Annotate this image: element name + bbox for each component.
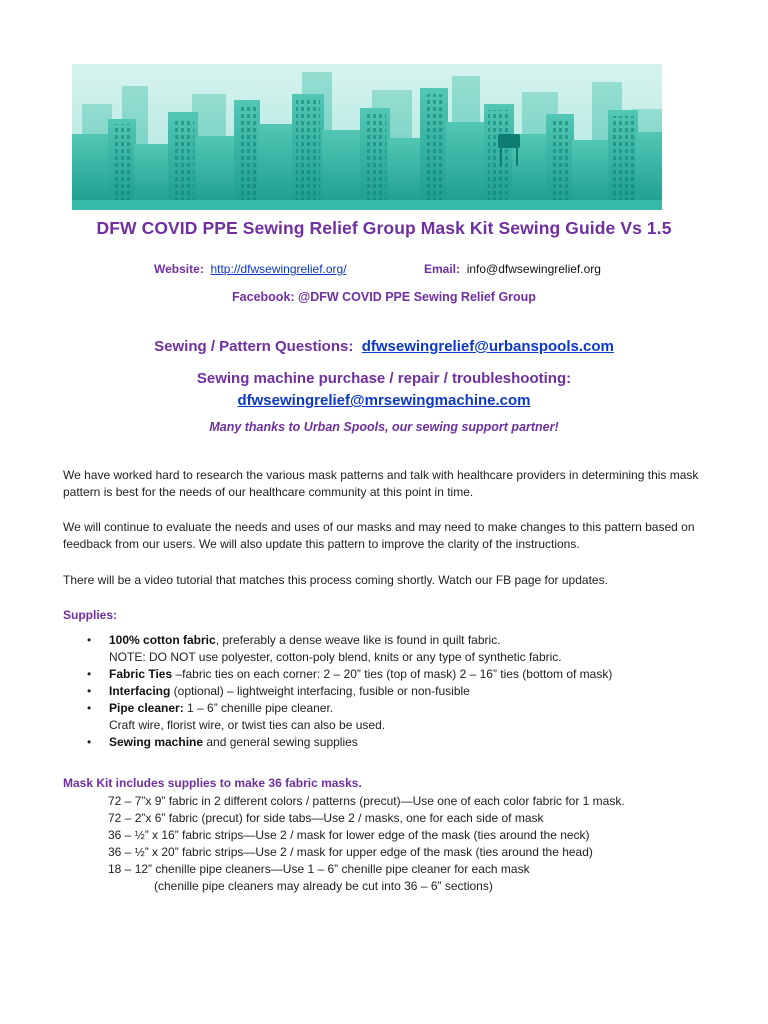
machine-support-email-link[interactable]: dfwsewingrelief@mrsewingmachine.com bbox=[237, 392, 531, 409]
sewing-questions-label: Sewing / Pattern Questions: bbox=[154, 338, 354, 355]
paragraph-1: We have worked hard to research the various mask patterns and talk with healthcare providers in determining this mask pattern is best for the needs of our healthcare community at this point in time. bbox=[63, 468, 699, 499]
supplies-list bbox=[63, 632, 723, 751]
bullet-icon: • bbox=[87, 684, 92, 698]
machine-support-label: Sewing machine purchase / repair / troubleshooting: bbox=[196, 370, 572, 387]
paragraph-2: We will continue to evaluate the needs and uses of our masks and may need to make changes to this pattern based on feedback from our users. We will also update this pattern to improve the clarity of the instructions. bbox=[63, 520, 695, 551]
website-link[interactable]: http://dfwsewingrelief.org/ bbox=[210, 262, 347, 276]
list-item bbox=[63, 632, 723, 649]
list-item: 72 – 2”x 6” fabric (precut) for side tabs—Use 2 / masks, one for each side of mask bbox=[108, 811, 544, 825]
list-item: 72 – 7”x 9” fabric in 2 different colors / patterns (precut)—Use one of each color fabric for 1 mask. bbox=[108, 794, 625, 808]
list-item: 18 – 12” chenille pipe cleaners—Use 1 – 6” chenille pipe cleaner for each mask bbox=[108, 862, 530, 876]
sewing-questions-email-link[interactable]: dfwsewingrelief@urbanspools.com bbox=[361, 338, 614, 355]
supply-desc: (optional) – lightweight interfacing, fusible or non-fusible bbox=[170, 684, 470, 698]
supply-note: Craft wire, florist wire, or twist ties can also be used. bbox=[109, 718, 386, 732]
supply-desc: , preferably a dense weave like is found in quilt fabric. bbox=[215, 633, 501, 647]
supply-name: Fabric Ties bbox=[109, 667, 173, 681]
supply-name: Sewing machine bbox=[109, 735, 204, 749]
email-label: Email: bbox=[424, 262, 461, 276]
bullet-icon: • bbox=[87, 633, 92, 647]
kit-note: (chenille pipe cleaners may already be cut into 36 – 6” sections) bbox=[154, 879, 493, 893]
email-block bbox=[424, 262, 601, 276]
thanks-line: Many thanks to Urban Spools, our sewing support partner! bbox=[209, 420, 559, 434]
machine-support-block bbox=[0, 368, 768, 412]
supply-name: Interfacing bbox=[109, 684, 171, 698]
bullet-icon: • bbox=[87, 667, 92, 681]
list-item bbox=[63, 700, 723, 717]
list-item: 36 – ½” x 20” fabric strips—Use 2 / mask for upper edge of the mask (ties around the head) bbox=[108, 845, 593, 859]
list-item bbox=[63, 683, 723, 700]
kit-heading: Mask Kit includes supplies to make 36 fabric masks. bbox=[63, 776, 362, 790]
website-label: Website: bbox=[154, 262, 204, 276]
supply-note: NOTE: DO NOT use polyester, cotton-poly blend, knits or any type of synthetic fabric. bbox=[109, 650, 562, 664]
facebook-line: Facebook: @DFW COVID PPE Sewing Relief Group bbox=[232, 290, 536, 304]
sewing-questions-line bbox=[0, 338, 768, 355]
website-block bbox=[154, 262, 347, 276]
bullet-icon: • bbox=[87, 701, 92, 715]
paragraph-3: There will be a video tutorial that matches this process coming shortly. Watch our FB page for updates. bbox=[63, 573, 608, 587]
city-skyline-banner bbox=[72, 64, 662, 210]
supply-desc: 1 – 6” chenille pipe cleaner. bbox=[183, 701, 334, 715]
supply-name: 100% cotton fabric bbox=[109, 633, 216, 647]
supply-desc: and general sewing supplies bbox=[203, 735, 358, 749]
kit-list bbox=[108, 793, 728, 895]
list-item bbox=[63, 734, 723, 751]
supply-desc: –fabric ties on each corner: 2 – 20” ties (top of mask) 2 – 16” ties (bottom of mask) bbox=[172, 667, 613, 681]
email-value: info@dfwsewingrelief.org bbox=[466, 262, 601, 276]
bullet-icon: • bbox=[87, 735, 92, 749]
page-title: DFW COVID PPE Sewing Relief Group Mask Kit Sewing Guide Vs 1.5 bbox=[96, 218, 672, 238]
supply-name: Pipe cleaner: bbox=[109, 701, 184, 715]
list-item bbox=[63, 666, 723, 683]
list-item: 36 – ½” x 16” fabric strips—Use 2 / mask for lower edge of the mask (ties around the neck) bbox=[108, 828, 590, 842]
supplies-heading: Supplies: bbox=[63, 608, 118, 622]
city-skyline-illustration bbox=[72, 64, 662, 210]
